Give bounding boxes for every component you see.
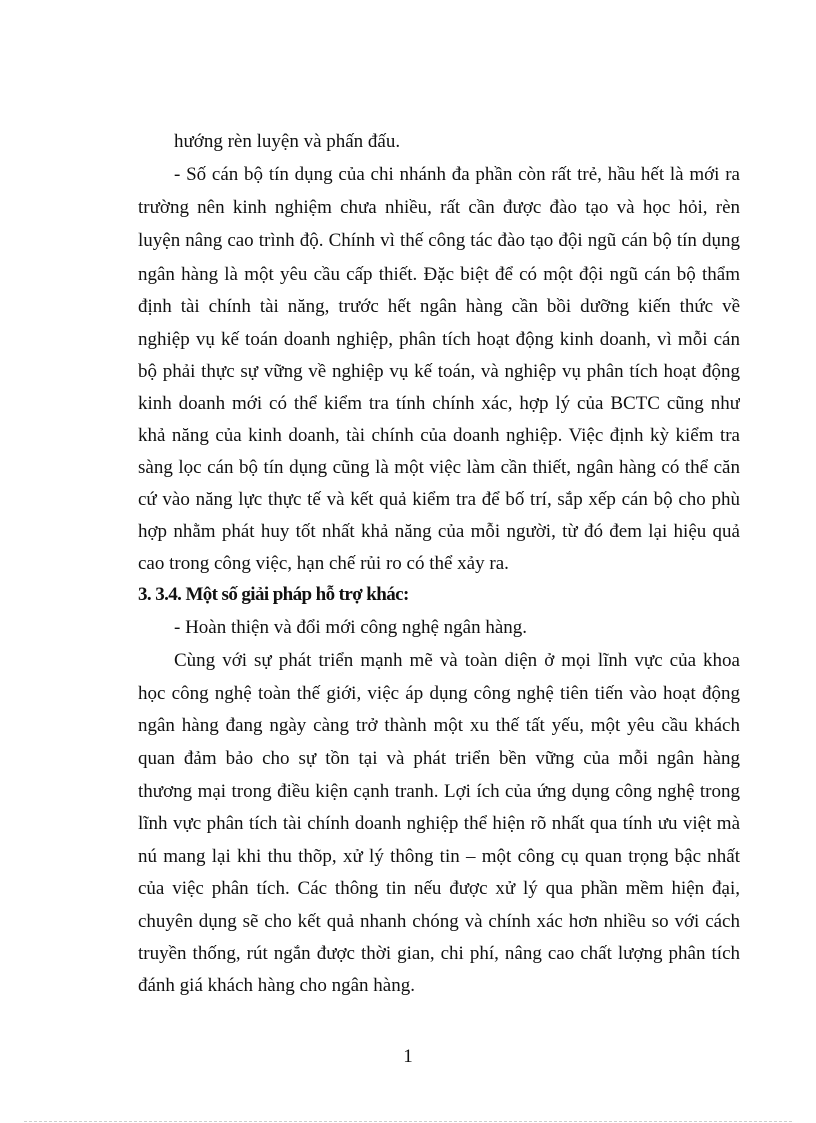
paragraph-line: định tài chính tài năng, trước hết ngân hàng cần bồi dưỡng kiến thức về <box>138 296 740 317</box>
page-bottom-divider <box>24 1121 792 1122</box>
paragraph-line: hướng rèn luyện và phấn đấu. <box>174 131 401 152</box>
paragraph-line: nú mang lại khi thu thõp, xử lý thông tin – một công cụ quan trọng bậc nhất <box>138 846 740 867</box>
paragraph-line: khả năng của kinh doanh, tài chính của doanh nghiệp. Việc định kỳ kiểm tra <box>138 425 740 446</box>
paragraph-line: cao trong công việc, hạn chế rủi ro có thể xảy ra. <box>138 553 509 574</box>
paragraph-line: bộ phải thực sự vững về nghiệp vụ kế toán, và nghiệp vụ phân tích hoạt động <box>138 361 740 382</box>
paragraph-line: truyền thống, rút ngắn được thời gian, chi phí, nâng cao chất lượng phân tích <box>138 943 740 964</box>
paragraph-line: luyện nâng cao trình độ. Chính vì thế công tác đào tạo đội ngũ cán bộ tín dụng <box>138 230 740 251</box>
paragraph-line: ngân hàng đang ngày càng trở thành một xu thế tất yếu, một yêu cầu khách <box>138 715 740 736</box>
paragraph-line: học công nghệ toàn thế giới, việc áp dụng công nghệ tiên tiến vào hoạt động <box>138 683 740 704</box>
paragraph-line: kinh doanh mới có thể kiểm tra tính chính xác, hợp lý của BCTC cũng như <box>138 393 740 414</box>
paragraph-line: trường nên kinh nghiệm chưa nhiều, rất cần được đào tạo và học hỏi, rèn <box>138 197 740 218</box>
paragraph-line: thương mại trong điều kiện cạnh tranh. Lợi ích của ứng dụng công nghệ trong <box>138 781 740 802</box>
paragraph-line: đánh giá khách hàng cho ngân hàng. <box>138 975 415 996</box>
paragraph-line: cứ vào năng lực thực tế và kết quả kiểm tra để bố trí, sắp xếp cán bộ cho phù <box>138 489 740 510</box>
paragraph-line: quan đảm bảo cho sự tồn tại và phát triển bền vững của mỗi ngân hàng <box>138 748 740 769</box>
page-number: 1 <box>403 1046 413 1067</box>
paragraph-line: lĩnh vực phân tích tài chính doanh nghiệp thể hiện rõ nhất qua tính ưu việt mà <box>138 813 740 834</box>
paragraph-line: - Số cán bộ tín dụng của chi nhánh đa phần còn rất trẻ, hầu hết là mới ra <box>174 164 740 185</box>
bullet-line: - Hoàn thiện và đổi mới công nghệ ngân hàng. <box>174 617 528 638</box>
paragraph-line: của việc phân tích. Các thông tin nếu được xử lý qua phần mềm hiện đại, <box>138 878 740 899</box>
paragraph-line: nghiệp vụ kế toán doanh nghiệp, phân tích hoạt động kinh doanh, vì mỗi cán <box>138 329 740 350</box>
paragraph-line: Cùng với sự phát triển mạnh mẽ và toàn diện ở mọi lĩnh vực của khoa <box>174 650 740 671</box>
paragraph-line: ngân hàng là một yêu cầu cấp thiết. Đặc biệt để có một đội ngũ cán bộ thẩm <box>138 264 740 285</box>
section-heading: 3. 3.4. Một số giải pháp hỗ trợ khác: <box>138 584 409 605</box>
paragraph-line: chuyên dụng sẽ cho kết quả nhanh chóng và chính xác hơn nhiều so với cách <box>138 911 740 932</box>
paragraph-line: sàng lọc cán bộ tín dụng cũng là một việc làm cần thiết, ngân hàng có thể căn <box>138 457 740 478</box>
paragraph-line: hợp nhằm phát huy tốt nhất khả năng của mỗi người, từ đó đem lại hiệu quả <box>138 521 740 542</box>
